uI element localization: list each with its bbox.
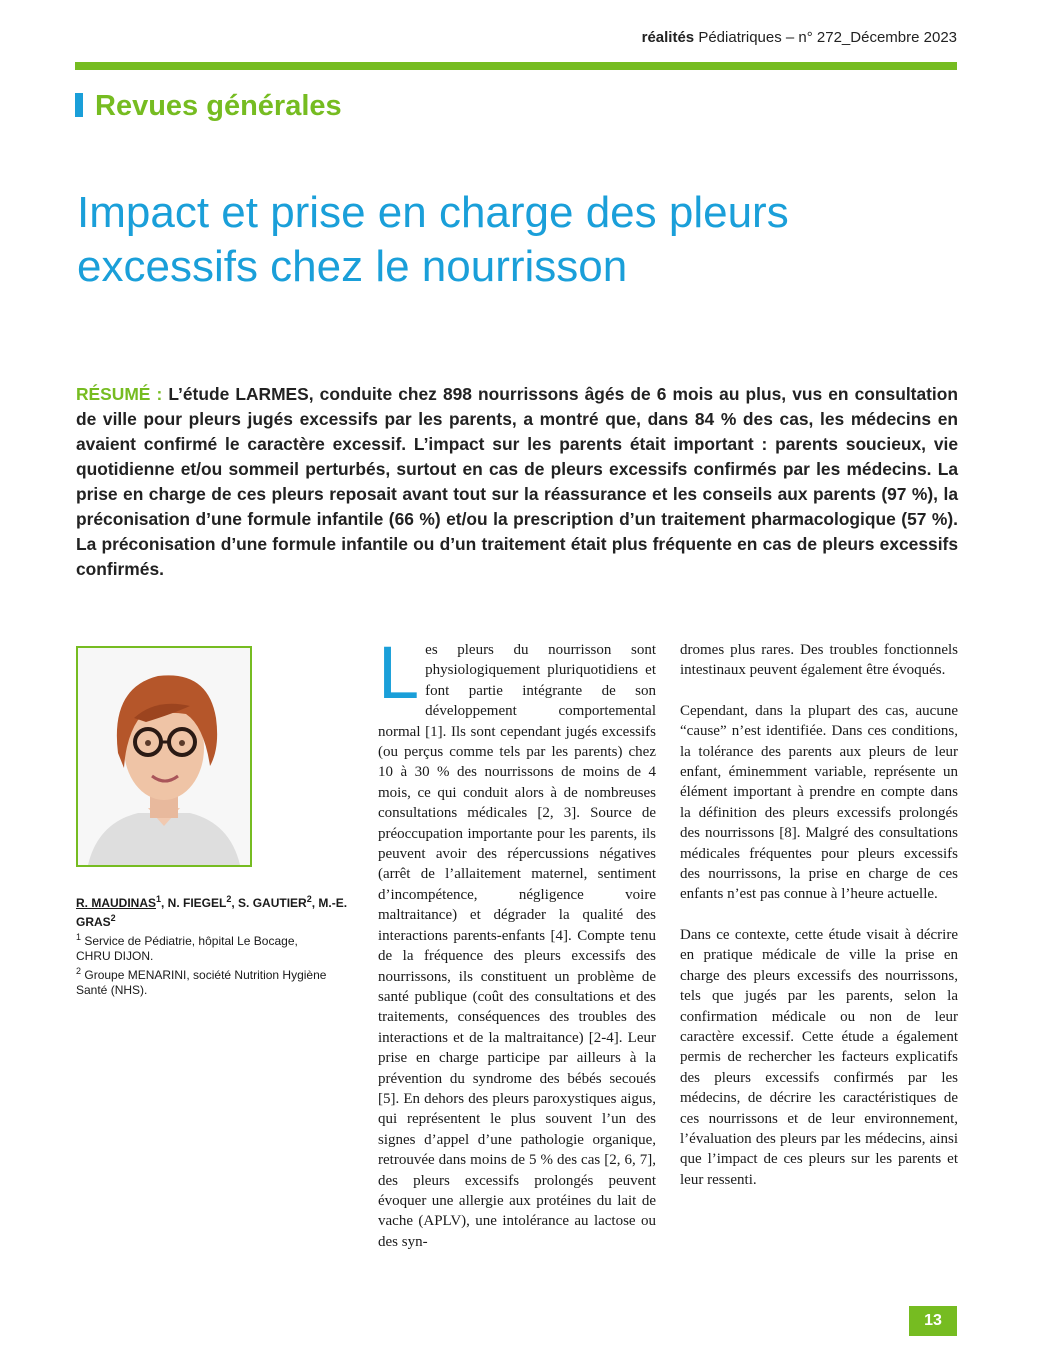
abstract — [76, 382, 958, 582]
affiliation-1-number: 1 — [76, 932, 82, 942]
abstract-text: L’étude LARMES, conduite chez 898 nourrissons âgés de 6 mois au plus, vus en consultation de ville pour pleurs jugés excessifs par les parents, a montré que, dans 84 % des cas, les médecins en avaient confirmé le caractère excessif. L’impact sur les parents était important : parents soucieux, vie quotidienne et/ou sommeil perturbés, surtout en cas de pleurs excessifs confirmés par les médecins. La prise en charge de ces pleurs reposait avant tout sur la réassurance et les conseils aux parents (97 %), la préconisation d’une formule infantile (66 %) et/ou la prescription d’un traitement pharmacologique (57 %). La préconisation d’une formule infantile ou d’un traitement était plus fréquente en cas de pleurs excessifs confirmés. — [76, 384, 958, 579]
affiliation-2-line2: Santé (NHS). — [76, 983, 148, 997]
affiliation-2 — [76, 964, 356, 998]
intro-paragraph — [378, 631, 656, 1252]
paragraph-cependant: Cependant, dans la plupart des cas, aucune “cause” n’est identifiée. Dans ces conditions, la tolérance des parents aux pleurs de leur enfant, éminemment variable, représente un élément important à prendre en compte dans la définition des pleurs excessifs prolongés des nourrissons [8]. Malgré des consultations médicales fréquentes pour pleurs excessifs des nourrissons, la prise en charge de ces enfants n’est pas connue à l’heure actuelle. — [680, 702, 958, 903]
author-portrait-image — [78, 648, 250, 865]
intro-text: es pleurs du nourrisson sont physiologiquement pluriquotidiens et font partie intégrante de son développement comportemental normal [1]. Ils sont cependant jugés excessifs (ou perçus comme tels par les parents) chez 10 à 30 % des nourrissons de moins de 4 mois, ce qui conduit alors à de nombreuses consultations médicales [2, 3]. Source de préoccupation importante pour les parents, ils peuvent avoir des répercussions négatives (arrêt de l’allaitement maternel, sentiment d’incompétence, négligence voire maltraitance) et dégrader la qualité des interactions parents-enfants [4]. Compte tenu de la fréquence des pleurs excessifs des nourrissons, ils constituent un problème de santé publique (coût des consultations et des traitements, conséquences des troubles des interactions et de la maltraitance) [2-4]. Leur prise en charge participe par ailleurs à la prévention du syndrome des bébés secoués [5]. En dehors des pleurs paroxystiques aigus, qui représentent le plus souvent l’un des signes d’appel d’une pathologie organique, retrouvée dans moins de 5 % des cas [2, 6, 7], des pleurs excessifs prolongés peuvent évoquer une allergie aux protéines du lait de vache (APLV), une intolérance au lactose ou des syn- — [378, 642, 656, 1250]
affiliation-2-line1: Groupe MENARINI, société Nutrition Hygiène — [84, 968, 327, 982]
author-4-aff: 2 — [110, 913, 116, 923]
author-3-aff: 2 — [306, 894, 312, 904]
header-rule — [75, 62, 957, 70]
affiliation-2-number: 2 — [76, 966, 82, 976]
author-2: , N. FIEGEL — [161, 896, 227, 910]
drop-cap: L — [378, 631, 420, 714]
author-block — [76, 892, 356, 998]
author-1-aff: 1 — [156, 894, 162, 904]
page-number: 13 — [909, 1306, 957, 1336]
section-label: Revues générales — [95, 90, 342, 122]
body-column-2 — [680, 640, 958, 1190]
abstract-label: RÉSUMÉ : — [76, 384, 163, 404]
section-marker — [75, 93, 83, 117]
issue-info: Pédiatriques – n° 272_Décembre 2023 — [698, 29, 957, 46]
affiliation-1-line2: CHRU DIJON. — [76, 949, 154, 963]
running-header — [642, 29, 957, 46]
paragraph-continuation: dromes plus rares. Des troubles fonctionnels intestinaux peuvent également être évoqués. — [680, 642, 958, 679]
article-title: Impact et prise en charge des pleurs excessifs chez le nourrisson — [77, 188, 789, 291]
section-heading — [75, 90, 342, 123]
author-2-aff: 2 — [226, 894, 232, 904]
affiliation-1-line1: Service de Pédiatrie, hôpital Le Bocage, — [84, 934, 298, 948]
affiliation-1 — [76, 930, 356, 964]
author-4: , M.-E. GRAS — [76, 896, 348, 929]
author-3: , S. GAUTIER — [231, 896, 307, 910]
author-photo — [76, 646, 252, 867]
journal-name: réalités — [641, 29, 695, 46]
author-1: R. MAUDINAS — [76, 896, 156, 910]
body-column-1 — [378, 631, 656, 1252]
author-names — [76, 892, 356, 930]
paragraph-contexte: Dans ce contexte, cette étude visait à décrire en pratique médicale de ville la prise en charge des pleurs excessifs des nourrissons, tels que jugés par les parents, selon la confirmation médicale ou non de leur caractère excessif. Cette étude a également permis de rechercher les facteurs explicatifs des pleurs excessifs confirmés par les médecins, de décrire les caractéristiques de ces nourrissons et de leur environnement, l’évaluation des pleurs par les médecins, ainsi que l’impact de ces pleurs sur les parents et leur ressenti. — [680, 926, 958, 1188]
